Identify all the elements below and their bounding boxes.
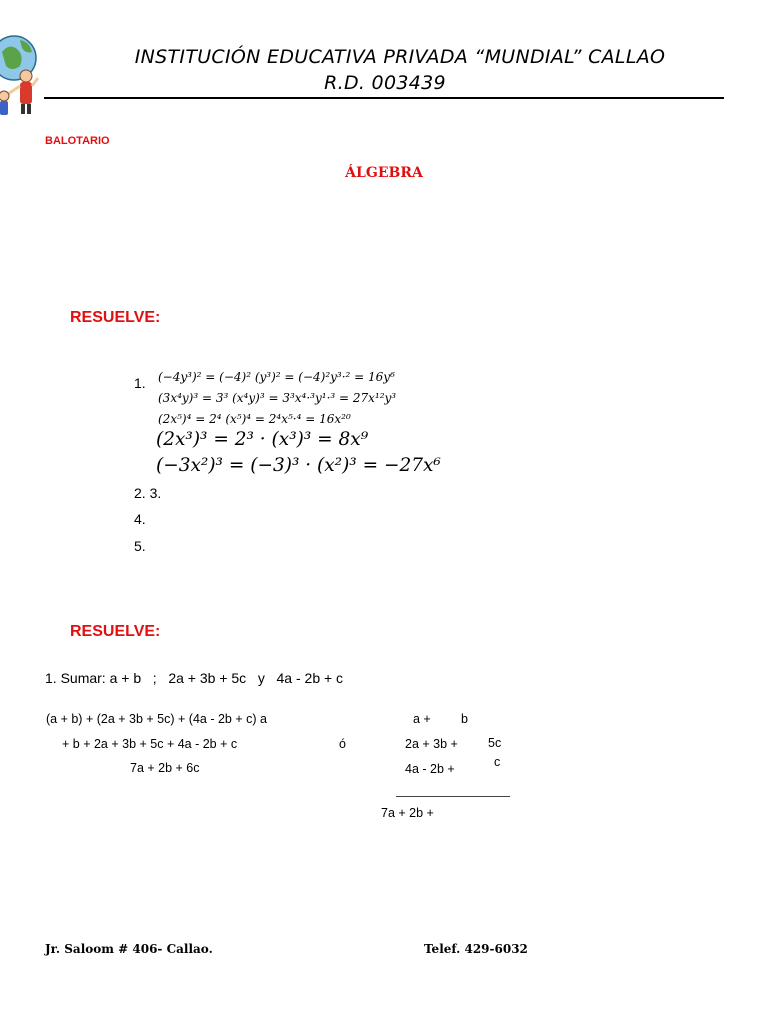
sum-underline: [396, 796, 510, 797]
footer-phone: Telef. 429-6032: [424, 942, 528, 956]
or-separator: ó: [339, 737, 346, 751]
vertical-row1-left: a +: [413, 712, 431, 726]
school-resolution: R.D. 003439: [324, 72, 446, 94]
vertical-row1-right: b: [461, 712, 468, 726]
equation-3: (2x⁵)⁴ = 2⁴ (x⁵)⁴ = 2⁴x⁵·⁴ = 16x²⁰: [158, 412, 351, 426]
vertical-row2-right: 5c: [488, 736, 502, 750]
item-5: 5.: [134, 538, 146, 554]
equation-2: (3x⁴y)³ = 3³ (x⁴y)³ = 3³x⁴·³y¹·³ = 27x¹²y³: [158, 391, 397, 405]
section2-heading: RESUELVE:: [70, 623, 161, 640]
vertical-row3-left: 4a - 2b +: [405, 762, 455, 776]
item-4: 4.: [134, 511, 146, 527]
equation-4: (2x³)³ = 2³ · (x³)³ = 8x⁹: [156, 429, 369, 450]
school-logo: [0, 22, 40, 117]
subject-title: ÁLGEBRA: [345, 165, 423, 181]
horizontal-line-2: + b + 2a + 3b + 5c + 4a - 2b + c: [62, 737, 238, 751]
balotario-label: BALOTARIO: [45, 135, 110, 147]
vertical-row2-left: 2a + 3b +: [405, 737, 458, 751]
school-title: INSTITUCIÓN EDUCATIVA PRIVADA “MUNDIAL” CALLAO: [134, 46, 666, 68]
section1-heading: RESUELVE:: [70, 309, 161, 326]
footer-address: Jr. Saloom # 406- Callao.: [45, 942, 213, 956]
item-1-number: 1.: [134, 375, 146, 391]
equation-5: (−3x²)³ = (−3)³ · (x²)³ = −27x⁶: [156, 455, 441, 476]
items-2-3: 2. 3.: [134, 485, 162, 501]
header-divider: [44, 97, 724, 99]
horizontal-result: 7a + 2b + 6c: [130, 761, 200, 775]
sum-problem: 1. Sumar: a + b ; 2a + 3b + 5c y 4a - 2b + c: [45, 670, 344, 686]
vertical-row3-right: c: [494, 755, 501, 769]
vertical-result: 7a + 2b +: [381, 806, 434, 820]
horizontal-line-1: (a + b) + (2a + 3b + 5c) + (4a - 2b + c) a: [46, 712, 267, 726]
equation-1: (−4y³)² = (−4)² (y³)² = (−4)²y³·² = 16y⁶: [158, 370, 395, 384]
